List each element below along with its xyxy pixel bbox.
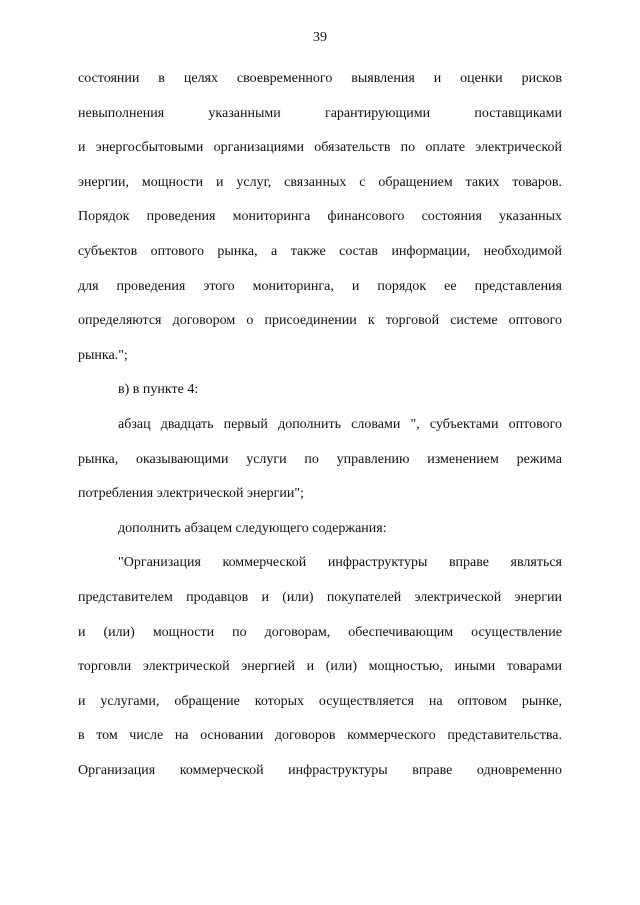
text-line: дополнить абзацем следующего содержания:	[118, 520, 387, 536]
text-line: и энергосбытовыми организациями обязательств по оплате электрической	[78, 140, 562, 156]
text-line: определяются договором о присоединении к торговой системе оптового	[78, 313, 562, 329]
page-number: 39	[313, 30, 327, 45]
text-line: в том числе на основании договоров коммерческого представительства.	[78, 728, 562, 744]
text-line: Организация коммерческой инфраструктуры вправе одновременно	[78, 762, 562, 778]
text-line: невыполнения указанными гарантирующими поставщиками	[78, 105, 562, 121]
text-line: и (или) мощности по договорам, обеспечивающим осуществление	[78, 624, 562, 640]
text-line: для проведения этого мониторинга, и порядок ее представления	[78, 278, 562, 294]
text-line: рынка, оказывающими услуги по управлению изменением режима	[78, 451, 562, 467]
text-line: торговли электрической энергией и (или) мощностью, иными товарами	[78, 659, 562, 675]
text-line: субъектов оптового рынка, а также состав информации, необходимой	[78, 243, 562, 259]
text-line: потребления электрической энергии";	[78, 486, 305, 502]
text-line: состоянии в целях своевременного выявления и оценки рисков	[78, 71, 562, 86]
text-line: представителем продавцов и (или) покупателей электрической энергии	[78, 589, 562, 605]
text-line: в) в пункте 4:	[118, 382, 199, 398]
document-body	[78, 69, 562, 795]
text-line: Порядок проведения мониторинга финансового состояния указанных	[78, 209, 562, 225]
text-line: энергии, мощности и услуг, связанных с обращением таких товаров.	[78, 174, 562, 190]
text-line: "Организация коммерческой инфраструктуры вправе являться	[118, 555, 562, 571]
text-line: и услугами, обращение которых осуществляется на оптовом рынке,	[78, 693, 562, 709]
text-line: абзац двадцать первый дополнить словами ", субъектами оптового	[118, 416, 562, 432]
text-line: рынка.";	[78, 347, 128, 363]
